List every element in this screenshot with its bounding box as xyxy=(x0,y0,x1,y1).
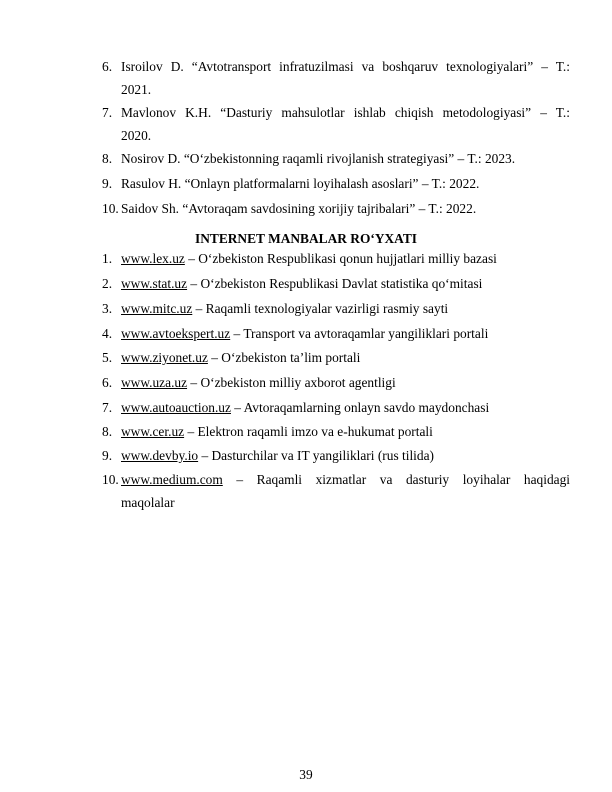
source-number: 1. xyxy=(102,251,113,266)
source-description: – Transport va avtoraqamlar yangiliklari portali xyxy=(230,326,489,341)
reference-text: Nosirov D. “O‘zbekistonning raqamli rivojlanish strategiyasi” – T.: 2023. xyxy=(121,151,516,166)
source-link[interactable]: www.devby.io xyxy=(121,448,199,463)
reference-text-line: 2021. xyxy=(121,82,152,97)
source-description: – Raqamli texnologiyalar vazirligi rasmiy sayti xyxy=(192,301,449,316)
reference-text-line: 2020. xyxy=(121,128,152,143)
source-number: 3. xyxy=(102,301,113,316)
source-number: 7. xyxy=(102,400,113,415)
source-description: – O‘zbekiston Respublikasi qonun hujjatlari milliy bazasi xyxy=(184,251,497,266)
source-description: – Elektron raqamli imzo va e-hukumat portali xyxy=(184,424,433,439)
source-description: – Avtoraqamlarning onlayn savdo maydonchasi xyxy=(230,400,490,415)
reference-text: Rasulov H. “Onlayn platformalarni loyihalash asoslari” – T.: 2022. xyxy=(121,176,480,191)
source-number: 8. xyxy=(102,424,113,439)
source-description: – Dasturchilar va IT yangiliklari (rus tilida) xyxy=(198,448,434,463)
source-link[interactable]: www.autoauction.uz xyxy=(121,400,231,415)
source-description-line: maqolalar xyxy=(121,495,175,510)
source-link[interactable]: www.lex.uz xyxy=(121,251,185,266)
reference-number: 8. xyxy=(102,151,113,166)
source-link[interactable]: www.medium.com xyxy=(121,472,223,487)
source-number: 2. xyxy=(102,276,113,291)
reference-number: 9. xyxy=(102,176,113,191)
source-description: – O‘zbekiston Respublikasi Davlat statistika qo‘mitasi xyxy=(187,276,483,291)
source-link[interactable]: www.avtoekspert.uz xyxy=(121,326,231,341)
reference-number: 10. xyxy=(102,201,119,216)
reference-text: Saidov Sh. “Avtoraqam savdosining xorijiy tajribalari” – T.: 2022. xyxy=(121,201,477,216)
source-description: – O‘zbekiston milliy axborot agentligi xyxy=(187,375,396,390)
page-number: 39 xyxy=(299,767,313,782)
source-description: – O‘zbekiston ta’lim portali xyxy=(207,350,361,365)
source-number: 10. xyxy=(102,472,119,487)
source-link[interactable]: www.uza.uz xyxy=(121,375,188,390)
reference-number: 6. xyxy=(102,59,113,74)
reference-text-line: Mavlonov K.H. “Dasturiy mahsulotlar ishlab chiqish metodologiyasi” – T.: xyxy=(121,105,570,120)
source-number: 6. xyxy=(102,375,113,390)
source-number: 4. xyxy=(102,326,113,341)
reference-number: 7. xyxy=(102,105,113,120)
source-link[interactable]: www.stat.uz xyxy=(121,276,188,291)
source-link[interactable]: www.ziyonet.uz xyxy=(121,350,208,365)
source-link[interactable]: www.cer.uz xyxy=(121,424,185,439)
reference-text-line: Isroilov D. “Avtotransport infratuzilmasi va boshqaruv texnologiyalari” – T.: xyxy=(121,59,570,74)
section-heading: INTERNET MANBALAR RO‘YXATI xyxy=(195,231,417,246)
source-number: 5. xyxy=(102,350,113,365)
source-number: 9. xyxy=(102,448,113,463)
source-link[interactable]: www.mitc.uz xyxy=(121,301,193,316)
source-description: – Raqamli xizmatlar va dasturiy loyihalar haqidagi xyxy=(222,472,570,487)
